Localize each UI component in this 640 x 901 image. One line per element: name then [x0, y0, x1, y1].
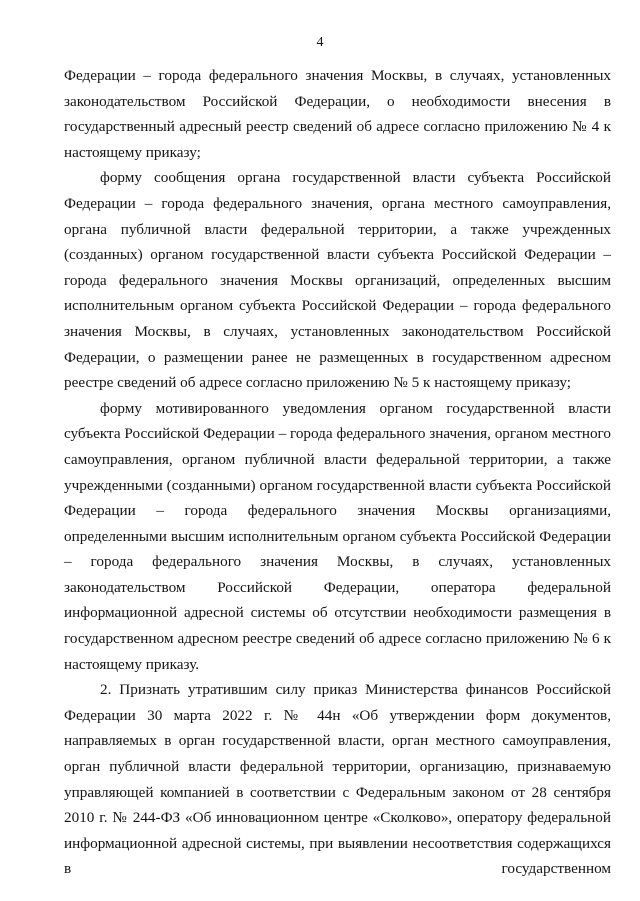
page-number: 4 [316, 35, 324, 50]
document-body [64, 63, 611, 882]
paragraph-item-2: 2. Признать утратившим силу приказ Министерства финансов Российской Федерации 30 марта 2022 г. № 44н «Об утверждении форм документов, направляемых в орган государственной власти, орган местного самоуправления, орган публичной власти федеральной территории, организацию, признаваемую управляющей компанией в соответствии с Федеральным законом от 28 сентября 2010 г. № 244-ФЗ «Об инновационном центре «Сколково», оператору федеральной информационной адресной системы, при выявлении несоответствия содержащихся в государственном [64, 681, 611, 878]
paragraph-form-4-continuation: Федерации – города федерального значения Москвы, в случаях, установленных законодательством Российской Федерации, о необходимости внесения в государственный адресный реестр сведений об адресе согласно приложению № 4 к настоящему приказу; [64, 67, 611, 161]
paragraph-form-6: форму мотивированного уведомления органом государственной власти субъекта Российской Федерации – города федерального значения, органом местного самоуправления, органом публичной власти федеральной территории, а также учрежденными (созданными) органом государственной власти субъекта Российской Федерации – города федерального значения Москвы организациями, определенными высшим исполнительным органом субъекта Российской Федерации – города федерального значения Москвы, в случаях, установленных законодательством Российской Федерации, оператора федеральной информационной адресной системы об отсутствии необходимости размещения в государственном адресном реестре сведений об адресе согласно приложению № 6 к настоящему приказу. [64, 399, 611, 673]
paragraph-form-5: форму сообщения органа государственной власти субъекта Российской Федерации – города федерального значения, органа местного самоуправления, органа публичной власти федеральной территории, а также учрежденных (созданных) органом государственной власти субъекта Российской Федерации – города федерального значения Москвы организаций, определенных высшим исполнительным органом субъекта Российской Федерации – города федерального значения Москвы, в случаях, установленных законодательством Российской Федерации, о размещении ранее не размещенных в государственном адресном реестре сведений об адресе согласно приложению № 5 к настоящему приказу; [64, 169, 611, 392]
